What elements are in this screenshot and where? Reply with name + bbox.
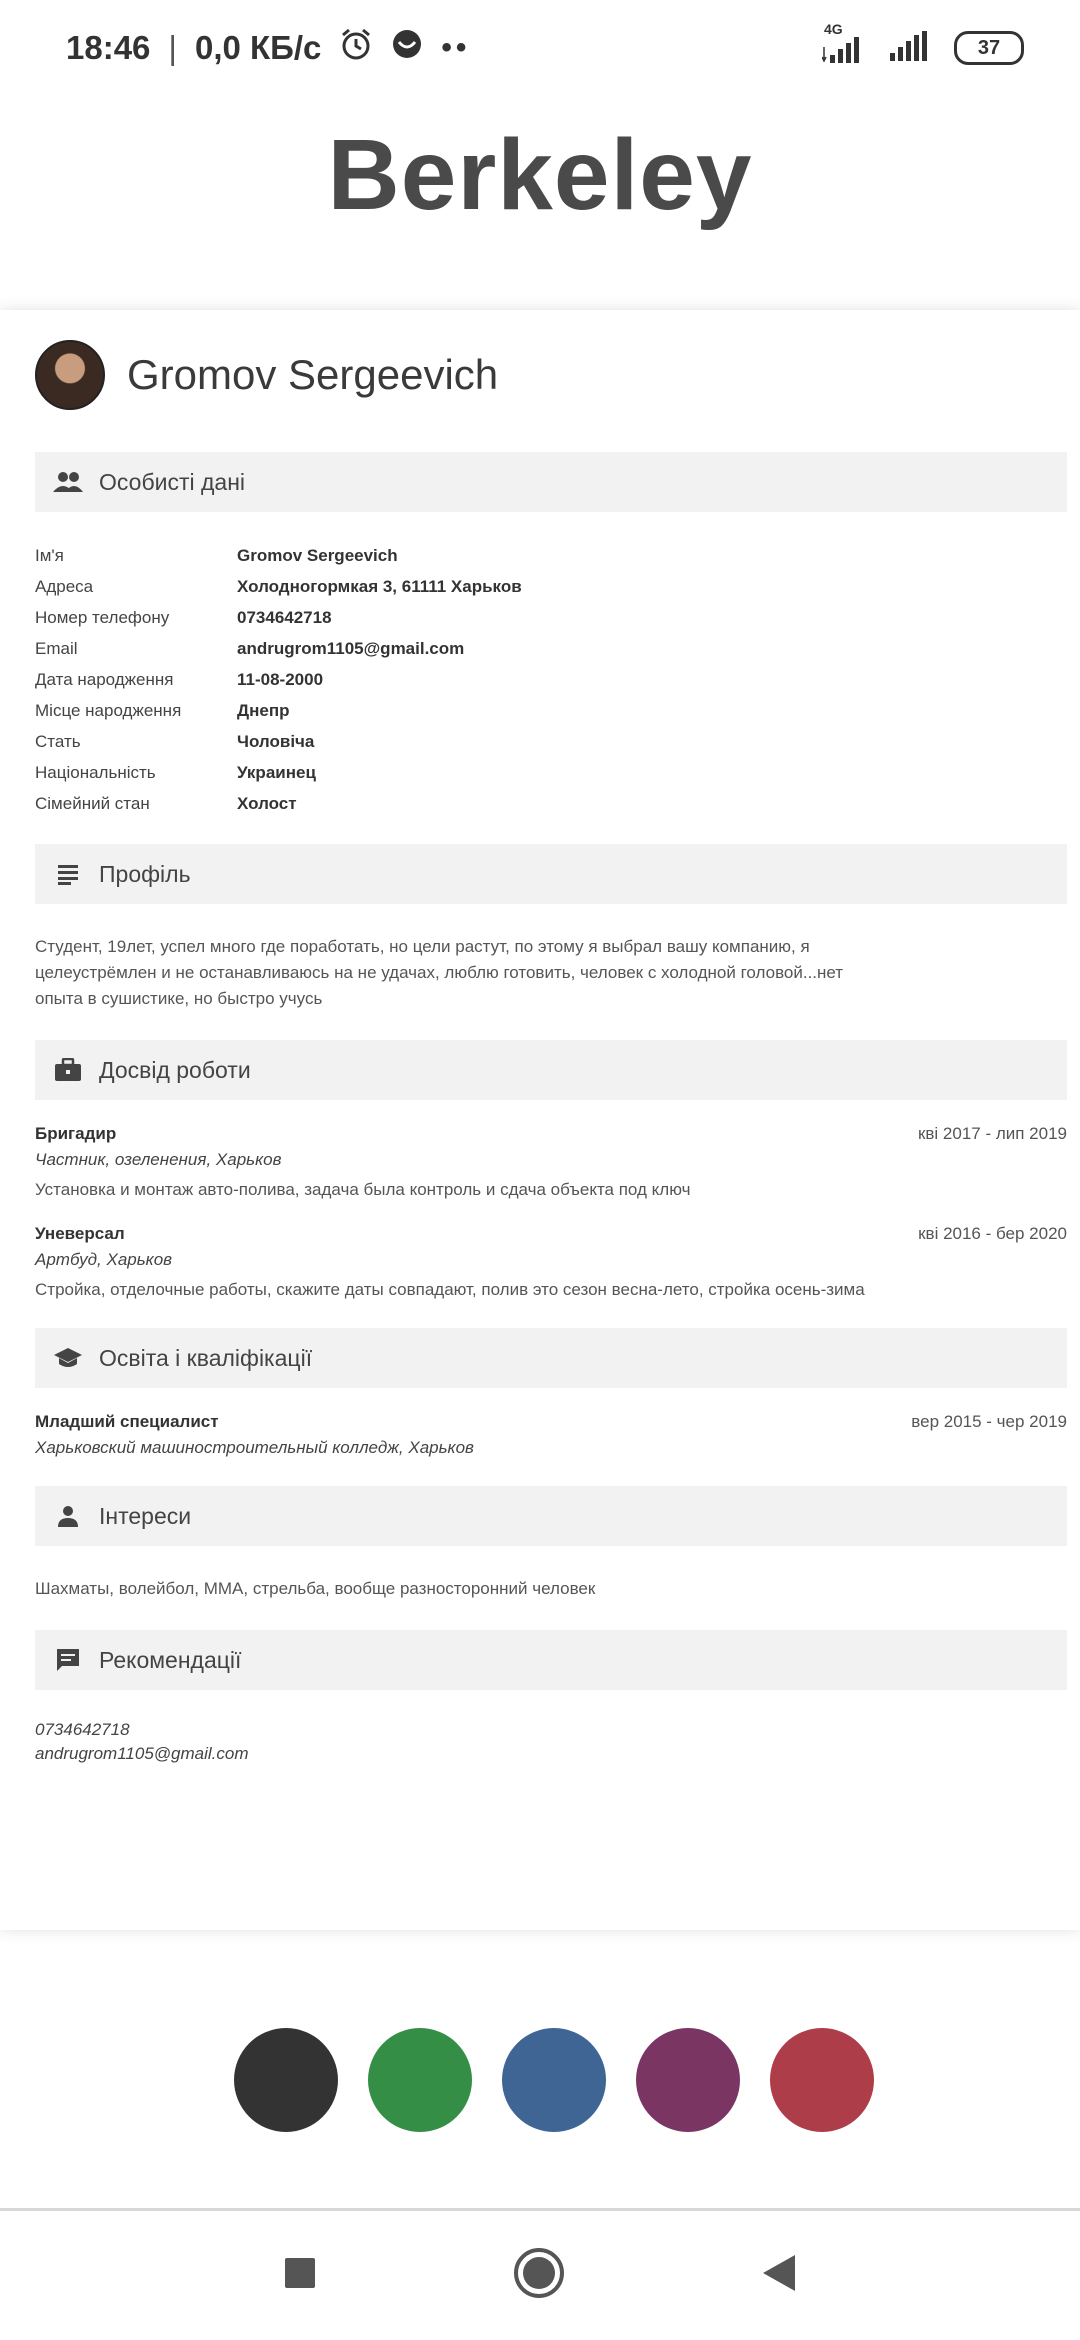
info-value: 11-08-2000 [237, 669, 324, 689]
home-button[interactable] [513, 2247, 565, 2304]
info-label: Email [35, 638, 78, 658]
status-left [66, 27, 470, 69]
color-option-blue[interactable] [502, 2028, 606, 2132]
briefcase-icon [53, 1055, 83, 1085]
color-picker [234, 2028, 874, 2132]
navigation-bar [0, 2211, 1080, 2340]
info-value: Чоловіча [237, 731, 315, 751]
interests-text: Шахматы, волейбол, ММА, стрельба, вообще разносторонний человек [35, 1579, 596, 1598]
text-lines-icon [53, 859, 83, 889]
info-value: 0734642718 [237, 607, 332, 627]
page-title: Berkeley [327, 119, 753, 231]
status-time: 18:46 [66, 29, 151, 66]
info-row [35, 633, 1067, 664]
info-row [35, 571, 1067, 602]
info-row [35, 602, 1067, 633]
info-label: Місце народження [35, 700, 182, 720]
info-label: Номер телефону [35, 607, 170, 627]
experience-entry [35, 1124, 1067, 1200]
recommendations-block [35, 1718, 1067, 1766]
section-personal-title: Особисті дані [99, 468, 246, 495]
battery-icon: 37 [954, 31, 1024, 65]
signal-icon [822, 21, 866, 63]
info-value: Холодногормкая 3, 61111 Харьков [237, 576, 522, 596]
status-bar [0, 0, 1080, 96]
alarm-icon [339, 27, 373, 69]
profile-text: Студент, 19лет, успел много где поработать, но цели растут, по этому я выбрал вашу компанию, я целеустрёмлен и не останавливаюсь на не удачах, люблю готовить, человек с холодной головой...нет опыта в сушистике, но быстро учусь [35, 937, 844, 1008]
education-entry [35, 1412, 1067, 1458]
section-profile-title: Профіль [99, 860, 191, 887]
recommendation-phone: 0734642718 [35, 1720, 130, 1739]
entry-title: Уневерсал [35, 1224, 125, 1243]
entry-subtitle: Харьковский машиностроительный колледж, Харьков [35, 1438, 474, 1457]
info-label: Ім'я [35, 545, 64, 565]
resume-name: Gromov Sergeevich [127, 351, 499, 398]
entry-description: Установка и монтаж авто-полива, задача была контроль и сдача объекта под ключ [35, 1180, 691, 1199]
personal-info-table [35, 540, 1067, 819]
info-row [35, 788, 1067, 819]
info-label: Стать [35, 731, 81, 751]
section-recommendations [35, 1630, 1067, 1690]
info-label: Дата народження [35, 669, 174, 689]
section-interests [35, 1486, 1067, 1546]
section-recommendations-title: Рекомендації [99, 1646, 242, 1673]
entry-title: Бригадир [35, 1124, 117, 1143]
entry-date: кві 2016 - бер 2020 [918, 1224, 1067, 1243]
info-label: Національність [35, 762, 156, 782]
info-value: Украинец [237, 762, 316, 782]
info-value: Холост [237, 793, 297, 813]
entry-description: Стройка, отделочные работы, скажите даты совпадают, полив это сезон весна-лето, стройка осень-зима [35, 1280, 865, 1299]
entry-subtitle: Артбуд, Харьков [35, 1250, 173, 1269]
info-row [35, 695, 1067, 726]
people-icon [53, 467, 83, 497]
info-row [35, 757, 1067, 788]
entry-date: кві 2017 - лип 2019 [917, 1124, 1067, 1143]
entry-date: вер 2015 - чер 2019 [911, 1412, 1067, 1431]
recents-button[interactable] [283, 2256, 317, 2295]
color-option-black[interactable] [234, 2028, 338, 2132]
resume-card[interactable] [0, 310, 1080, 1930]
status-speed: 0,0 КБ/с [194, 29, 322, 66]
smile-icon [391, 28, 423, 68]
info-label: Адреса [35, 576, 94, 596]
section-education-title: Освіта і кваліфікації [99, 1344, 313, 1371]
section-education [35, 1328, 1067, 1388]
color-option-green[interactable] [368, 2028, 472, 2132]
network-type: 4G [824, 21, 843, 37]
section-interests-title: Інтереси [99, 1502, 192, 1529]
section-profile [35, 844, 1067, 904]
section-personal [35, 452, 1067, 512]
more-dots-icon: •• [441, 31, 471, 64]
resume-header [35, 340, 1067, 410]
section-experience-title: Досвід роботи [99, 1056, 251, 1083]
info-label: Сімейний стан [35, 793, 150, 813]
entry-title: Младший специалист [35, 1412, 219, 1431]
entry-subtitle: Частник, озеленения, Харьков [35, 1150, 282, 1169]
recommendation-email: andrugrom1105@gmail.com [35, 1744, 249, 1763]
info-value: Днепр [237, 700, 290, 720]
status-separator: | [168, 29, 177, 66]
graduation-cap-icon [53, 1343, 83, 1373]
color-option-purple[interactable] [636, 2028, 740, 2132]
info-row [35, 540, 1067, 571]
info-value: Gromov Sergeevich [237, 545, 398, 565]
info-row [35, 664, 1067, 695]
section-experience [35, 1040, 1067, 1100]
back-button[interactable] [761, 2253, 797, 2298]
color-option-red[interactable] [770, 2028, 874, 2132]
experience-entry [35, 1224, 1067, 1300]
signal-icon-2 [888, 31, 932, 66]
status-right [822, 21, 1024, 66]
avatar[interactable] [35, 340, 105, 410]
chat-icon [53, 1645, 83, 1675]
person-icon [53, 1501, 83, 1531]
info-row [35, 726, 1067, 757]
info-value: andrugrom1105@gmail.com [237, 638, 465, 658]
